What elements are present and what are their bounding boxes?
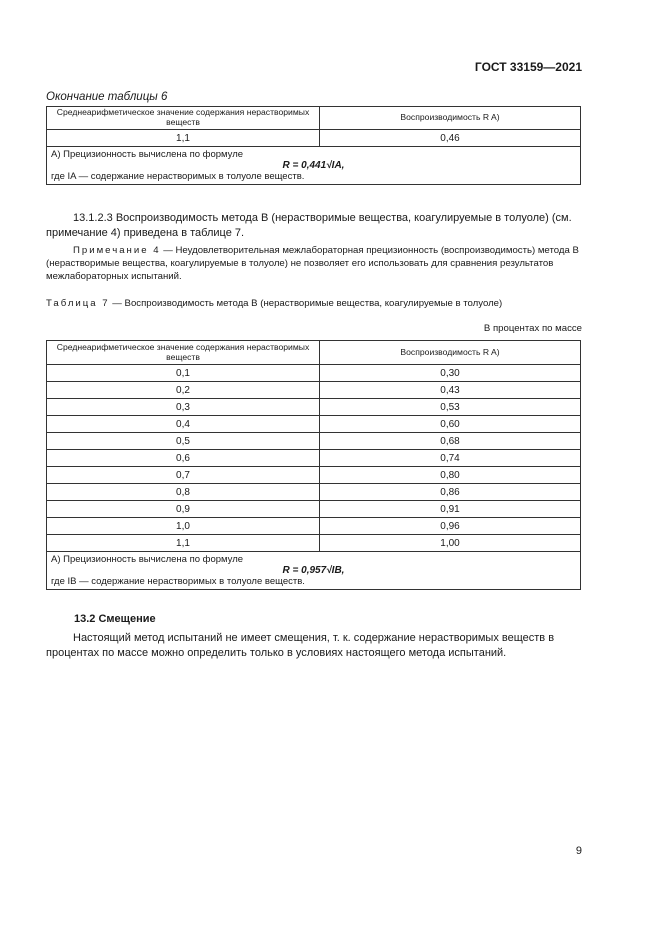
table-row [47, 535, 581, 552]
table-cell: 0,9 [47, 501, 320, 518]
table-row [47, 433, 581, 450]
footnote-line: A) Прецизионность вычислена по формуле [51, 149, 244, 160]
table-cell: 0,46 [320, 130, 581, 147]
section-13-2-title: 13.2 Смещение [74, 613, 156, 625]
table-cell: 0,43 [320, 382, 581, 399]
table7-caption-label: Таблица 7 [46, 298, 110, 309]
table-cell: 0,1 [47, 365, 320, 382]
table-cell: 0,86 [320, 484, 581, 501]
table-cell: 0,91 [320, 501, 581, 518]
table-row [47, 450, 581, 467]
table7-col1-header: Среднеарифметическое значение содержания нерастворимых веществ [47, 341, 320, 365]
formula: R = 0,957√IB, [282, 565, 345, 576]
table-row [47, 518, 581, 535]
table-cell: 0,30 [320, 365, 581, 382]
table-cell: 1,00 [320, 535, 581, 552]
table-row [47, 484, 581, 501]
page-number: 9 [575, 845, 582, 857]
table-cell: 0,68 [320, 433, 581, 450]
table-cell: 0,96 [320, 518, 581, 535]
table-cell: 1,1 [47, 130, 320, 147]
table-cell: 0,80 [320, 467, 581, 484]
table-cell: 1,0 [47, 518, 320, 535]
table-row [47, 399, 581, 416]
document-header: ГОСТ 33159—2021 [474, 60, 582, 74]
table6-col2-header: Воспроизводимость R A) [320, 107, 581, 130]
table6-col1-header: Среднеарифметическое значение содержания нерастворимых веществ [47, 107, 320, 130]
table-row [47, 416, 581, 433]
table-row [47, 130, 581, 147]
paragraph-13-1-2-3: 13.1.2.3 Воспроизводимость метода В (нерастворимые вещества, коагулируемые в толуоле) (см. примечание 4) приведена в таблице 7. [46, 212, 572, 239]
footnote-line: где IB — содержание нерастворимых в толуоле веществ. [51, 576, 305, 587]
table-cell: 0,6 [47, 450, 320, 467]
table-row [47, 382, 581, 399]
table6-footnote [47, 147, 581, 185]
table-cell: 0,2 [47, 382, 320, 399]
table6-caption: Окончание таблицы 6 [46, 91, 168, 103]
table-cell: 0,7 [47, 467, 320, 484]
table7-caption [46, 297, 582, 310]
table-cell: 0,8 [47, 484, 320, 501]
table-cell: 0,3 [47, 399, 320, 416]
table7-caption-text: — Воспроизводимость метода В (нерастворимые вещества, коагулируемые в толуоле) [109, 298, 503, 309]
footnote-line: A) Прецизионность вычислена по формуле [51, 554, 244, 565]
table-cell: 0,60 [320, 416, 581, 433]
table-row [47, 365, 581, 382]
formula: R = 0,441√IA, [282, 160, 345, 171]
units-label: В процентах по массе [483, 323, 582, 334]
table7-footnote [47, 552, 581, 590]
note-4 [46, 244, 582, 283]
table7 [46, 340, 581, 590]
table-row [47, 467, 581, 484]
section-13-2-text: Настоящий метод испытаний не имеет смещения, т. к. содержание нерастворимых веществ в процентах по массе можно определить только в условиях настоящего метода испытаний. [46, 632, 555, 659]
table-row [47, 501, 581, 518]
table-cell: 1,1 [47, 535, 320, 552]
footnote-line: где IA — содержание нерастворимых в толуоле веществ. [51, 171, 305, 182]
table-cell: 0,53 [320, 399, 581, 416]
table7-col2-header: Воспроизводимость R A) [320, 341, 581, 365]
note-text: — Неудовлетворительная межлабораторная прецизионность (воспроизводимость) метода В (нерастворимые вещества, коагулируемые в толуоле) не позволяет его использовать для сравнения результатов межлабораторных испытаний. [46, 245, 579, 282]
table-cell: 0,74 [320, 450, 581, 467]
table6 [46, 106, 581, 185]
table-cell: 0,4 [47, 416, 320, 433]
note-label: Примечание 4 [73, 245, 161, 256]
table-cell: 0,5 [47, 433, 320, 450]
